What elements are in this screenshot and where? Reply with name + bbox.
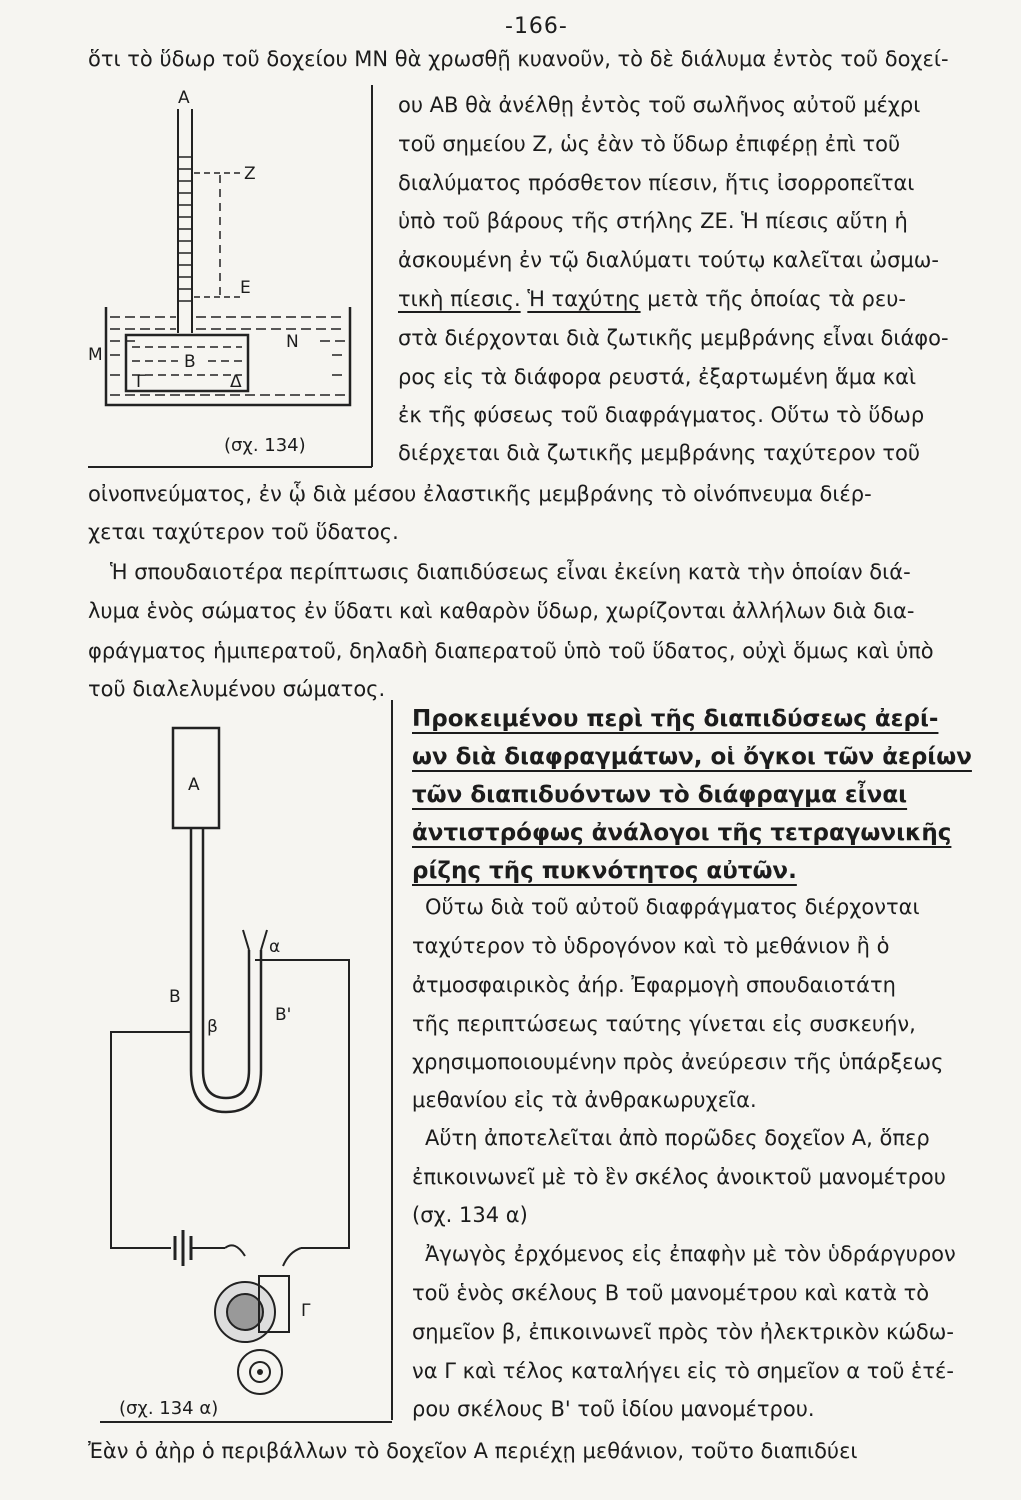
text-line: ὑπὸ τοῦ βάρους τῆς στήλης ΖΕ. Ἡ πίεσις αὕτη ἡ — [398, 209, 908, 233]
label-b: B — [169, 987, 181, 1007]
text-line: να Γ καὶ τέλος καταλήγει εἰς τὸ σημεῖον α τοῦ ἑτέ- — [412, 1359, 954, 1383]
text-fragment: μετὰ τῆς ὁποίας τὰ ρευ- — [647, 287, 906, 311]
label-b: B — [184, 352, 196, 372]
label-gamma: Γ — [136, 372, 146, 392]
label-alpha: α — [269, 937, 281, 957]
text-line: Οὕτω διὰ τοῦ αὐτοῦ διαφράγματος διέρχονται — [425, 895, 920, 919]
term-speed: Ἡ ταχύτης — [527, 287, 641, 311]
text-line: τοῦ διαλελυμένου σώματος. — [88, 677, 386, 701]
text-line: φράγματος ἡμιπερατοῦ, δηλαδὴ διαπερατοῦ ὑπὸ τοῦ ὕδατος, οὐχὶ ὅμως καὶ ὑπὸ — [88, 639, 934, 663]
manometer-inner — [203, 828, 249, 1098]
text-line: Ἡ σπουδαιοτέρα περίπτωσις διαπιδύσεως εἶναι ἐκείνη κατὰ τὴν ὁποίαν διά- — [110, 560, 911, 584]
wire-bell — [283, 1248, 301, 1266]
term-osmotic-pressure: τικὴ πίεσις. — [398, 287, 521, 311]
text-line: χρησιμοποιουμένην πρὸς ἀνεύρεσιν τῆς ὑπάρξεως — [412, 1050, 944, 1074]
figure-134 — [80, 85, 380, 475]
caption-134a: (σχ. 134 α) — [119, 1398, 219, 1419]
label-b-prime: B' — [275, 1005, 292, 1025]
text-line — [398, 284, 906, 314]
text-line: ἀτμοσφαιρικὸς ἀήρ. Ἐφαρμογὴ σπουδαιοτάτη — [412, 973, 896, 997]
text-line: ἐπικοινωνεῖ μὲ τὸ ἓν σκέλος ἀνοικτοῦ μανομέτρου — [412, 1165, 946, 1189]
manometer-outer — [191, 828, 261, 1112]
text-line: διαλύματος πρόσθετον πίεσιν, ἥτις ἰσορροπεῖται — [398, 171, 915, 195]
text-line: Αὕτη ἀποτελεῖται ἀπὸ πορῶδες δοχεῖον Α, ὅπερ — [425, 1126, 930, 1150]
manometer-open-end — [243, 930, 267, 950]
text-line: ου ΑΒ θὰ ἀνέλθῃ ἐντὸς τοῦ σωλῆνος αὐτοῦ μέχρι — [398, 93, 921, 117]
law-heading-line: ρίζης τῆς πυκνότητος αὐτῶν. — [412, 858, 797, 884]
label-a: A — [188, 775, 200, 795]
text-line: ταχύτερον τὸ ὑδρογόνον καὶ τὸ μεθάνιον ἢ ὁ — [412, 934, 890, 958]
label-beta: β — [207, 1017, 218, 1037]
label-gamma: Γ — [301, 1301, 311, 1321]
text-line: τοῦ ἑνὸς σκέλους Β τοῦ μανομέτρου καὶ κατὰ τὸ — [412, 1281, 930, 1305]
text-line: οἰνοπνεύματος, ἐν ᾧ διὰ μέσου ἐλαστικῆς μεμβράνης τὸ οἰνόπνευμα διέρ- — [88, 482, 872, 506]
label-n: N — [286, 332, 299, 352]
wire-bell — [225, 1245, 245, 1256]
text-line: χεται ταχύτερον τοῦ ὕδατος. — [88, 520, 399, 544]
law-heading-line: Προκειμένου περὶ τῆς διαπιδύσεως ἀερί- — [412, 706, 939, 732]
label-z: Z — [244, 164, 256, 184]
text-line: ρου σκέλους Β' τοῦ ἰδίου μανομέτρου. — [412, 1397, 815, 1421]
wire-left — [111, 1032, 191, 1248]
text-line: ὅτι τὸ ὕδωρ τοῦ δοχείου ΜΝ θὰ χρωσθῇ κυανοῦν, τὸ δὲ διάλυμα ἐντὸς τοῦ δοχεί- — [88, 47, 949, 71]
tube-scale — [179, 157, 191, 301]
text-line: στὰ διέρχονται διὰ ζωτικῆς μεμβράνης εἶναι διάφο- — [398, 326, 949, 350]
wire-right — [255, 960, 349, 1248]
text-line: μεθανίου εἰς τὰ ἀνθρακωρυχεῖα. — [412, 1088, 757, 1112]
text-line: (σχ. 134 α) — [412, 1203, 528, 1227]
battery — [175, 1230, 191, 1266]
text-line: Ἐὰν ὁ ἀὴρ ὁ περιβάλλων τὸ δοχεῖον Α περιέχῃ μεθάνιον, τοῦτο διαπιδύει — [88, 1439, 858, 1463]
text-line: ἀσκουμένη ἐν τῷ διαλύματι τούτῳ καλεῖται ὠσμω- — [398, 248, 939, 272]
label-a: A — [178, 88, 190, 108]
page-number: -166- — [505, 14, 568, 39]
electric-bell — [215, 1276, 289, 1394]
label-m: M — [88, 345, 103, 365]
caption-134: (σχ. 134) — [224, 435, 306, 456]
text-line: Ἀγωγὸς ἐρχόμενος εἰς ἐπαφὴν μὲ τὸν ὑδράργυρον — [425, 1242, 956, 1266]
text-line: διέρχεται διὰ ζωτικῆς μεμβράνης ταχύτερον τοῦ — [398, 441, 920, 465]
text-line: τῆς περιπτώσεως ταύτης γίνεται εἰς συσκευήν, — [412, 1012, 916, 1036]
figure-134a-drawing — [95, 700, 405, 1435]
label-e: E — [240, 278, 251, 298]
text-line: σημεῖον β, ἐπικοινωνεῖ πρὸς τὸν ἠλεκτρικὸν κώδω- — [412, 1320, 954, 1344]
figure-134a — [95, 700, 405, 1435]
text-line: ρος εἰς τὰ διάφορα ρευστά, ἐξαρτωμένη ἅμα καὶ — [398, 365, 917, 389]
law-heading-line: ἀντιστρόφως ἀνάλογοι τῆς τετραγωνικῆς — [412, 820, 952, 846]
law-heading-line: τῶν διαπιδυόντων τὸ διάφραγμα εἶναι — [412, 782, 908, 808]
label-delta: Δ — [230, 372, 242, 392]
text-line: τοῦ σημείου Ζ, ὡς ἐὰν τὸ ὕδωρ ἐπιφέρῃ ἐπὶ τοῦ — [398, 132, 901, 156]
text-line: λυμα ἑνὸς σώματος ἐν ὕδατι καὶ καθαρὸν ὕδωρ, χωρίζονται ἀλλήλων διὰ δια- — [88, 599, 915, 623]
figure-134-drawing — [80, 85, 380, 475]
law-heading-line: ων διὰ διαφραγμάτων, οἱ ὄγκοι τῶν ἀερίων — [412, 744, 972, 770]
text-line: ἐκ τῆς φύσεως τοῦ διαφράγματος. Οὕτω τὸ ὕδωρ — [398, 403, 925, 427]
